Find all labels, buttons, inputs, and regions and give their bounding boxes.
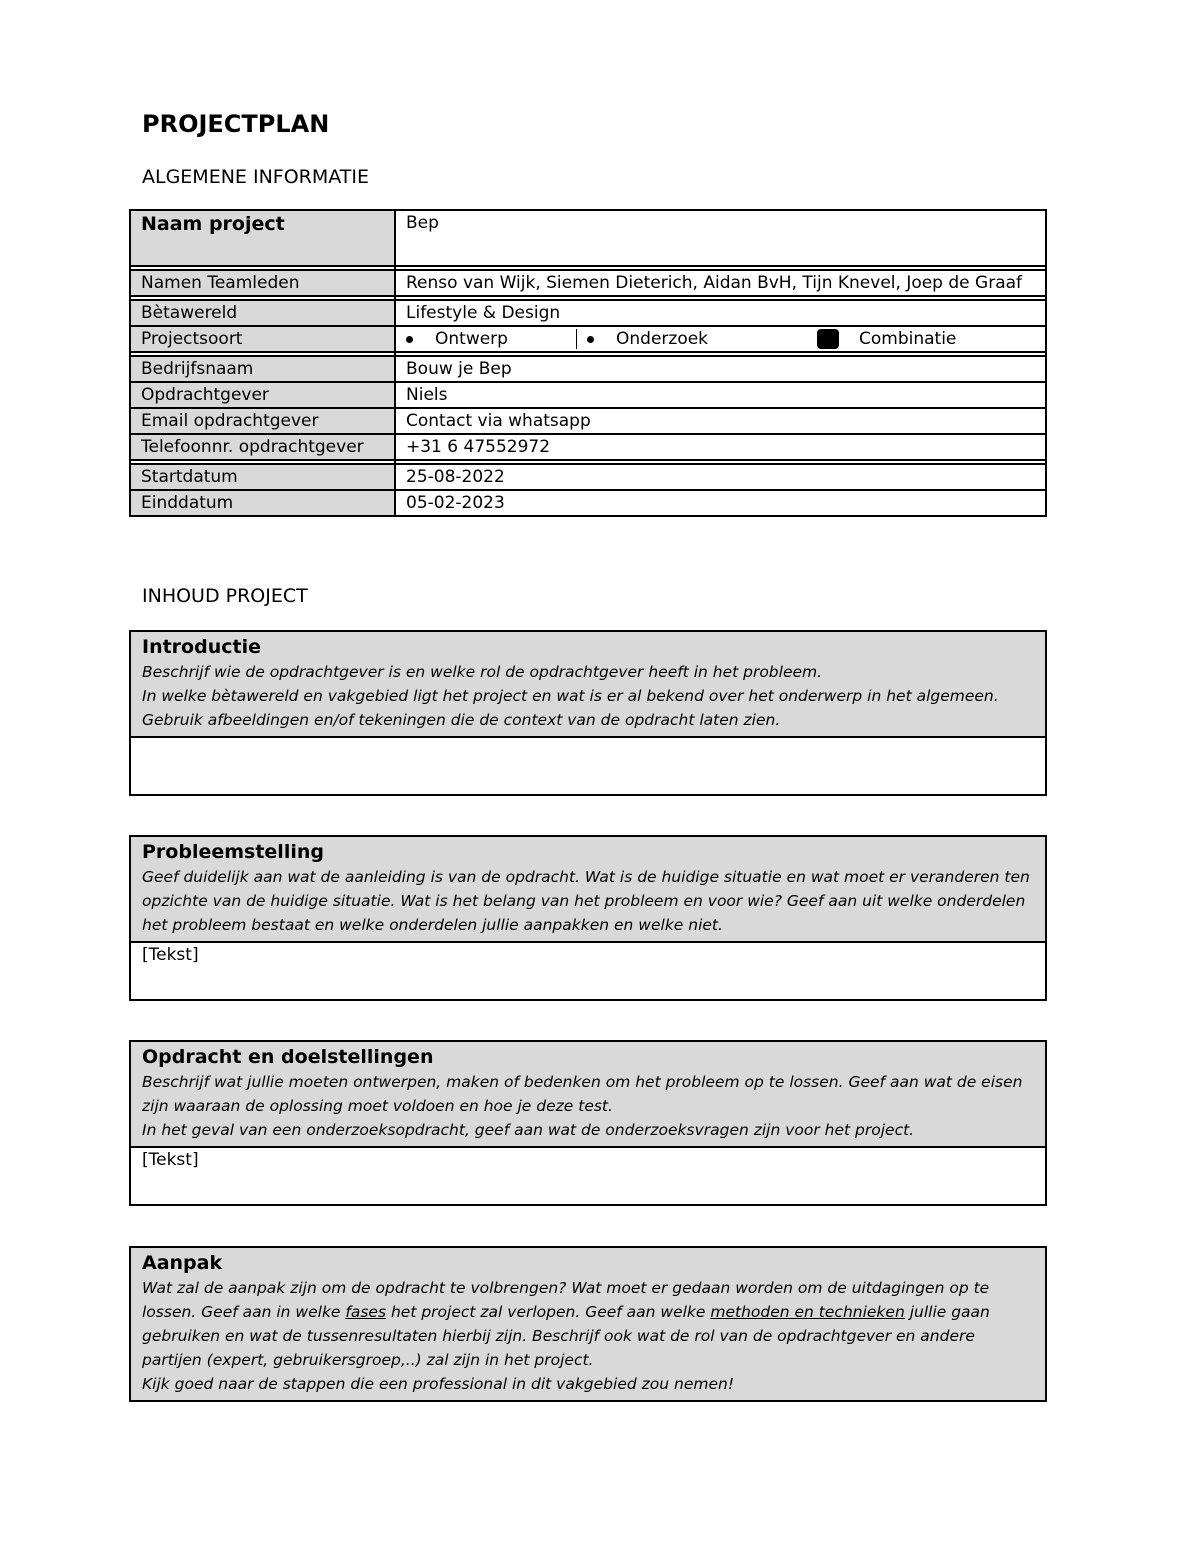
introduction-header: [131, 632, 1045, 738]
beta-label: Bètawereld: [130, 300, 395, 326]
row-phone: [130, 434, 1046, 460]
row-start-date: [130, 464, 1046, 490]
assignment-description: [142, 1070, 1034, 1142]
project-type-label: Projectsoort: [130, 326, 395, 352]
project-type-value: [395, 326, 1046, 352]
phone-label: Telefoonnr. opdrachtgever: [130, 434, 395, 460]
phone-value[interactable]: +31 6 47552972: [395, 434, 1046, 460]
introduction-title: Introductie: [142, 636, 261, 658]
checked-box-icon: [817, 329, 839, 349]
client-value[interactable]: Niels: [395, 382, 1046, 408]
email-label: Email opdrachtgever: [130, 408, 395, 434]
start-date-label: Startdatum: [130, 464, 395, 490]
row-members: [130, 270, 1046, 296]
assignment-title: Opdracht en doelstellingen: [142, 1046, 434, 1068]
row-end-date: [130, 490, 1046, 516]
company-value[interactable]: Bouw je Bep: [395, 356, 1046, 382]
project-name-value[interactable]: Bep: [395, 210, 1046, 266]
assignment-text-area[interactable]: [Tekst]: [142, 1150, 199, 1170]
row-beta: [130, 300, 1046, 326]
approach-header: [131, 1248, 1045, 1400]
approach-link-methods: methoden en technieken: [710, 1303, 905, 1321]
problem-header: [131, 837, 1045, 943]
row-project-name: [130, 210, 1046, 266]
beta-value[interactable]: Lifestyle & Design: [395, 300, 1046, 326]
type-option-design-label: Ontwerp: [435, 329, 508, 349]
row-company: [130, 356, 1046, 382]
introduction-line-2: In welke bètawereld en vakgebied ligt het project en wat is er al bekend over het onderwerp in het algemeen.: [142, 687, 999, 705]
type-option-design[interactable]: [396, 329, 577, 349]
introduction-text-area[interactable]: [131, 738, 1045, 794]
type-option-combination-label: Combinatie: [859, 329, 957, 349]
introduction-box: [129, 630, 1047, 796]
introduction-description: [142, 660, 1034, 732]
section-heading-content: INHOUD PROJECT: [142, 585, 308, 607]
approach-text-a: Wat zal de aanpak zijn om de opdracht te volbrengen? Wat moet er gedaan worden om de uitdagingen op te lossen. Geef aan in welke: [142, 1279, 990, 1321]
problem-box: [129, 835, 1047, 1001]
bullet-icon: [406, 336, 413, 343]
start-date-value[interactable]: 25-08-2022: [395, 464, 1046, 490]
project-name-label: Naam project: [130, 210, 395, 266]
page-title: PROJECTPLAN: [142, 110, 330, 138]
assignment-description-1: Beschrijf wat jullie moeten ontwerpen, maken of bedenken om het probleem op te lossen. Geef aan wat de eisen zijn waaraan de oplossing moet voldoen en hoe je deze test.: [142, 1073, 1023, 1115]
client-label: Opdrachtgever: [130, 382, 395, 408]
email-value[interactable]: Contact via whatsapp: [395, 408, 1046, 434]
row-project-type: [130, 326, 1046, 352]
introduction-line-1: Beschrijf wie de opdrachtgever is en welke rol de opdrachtgever heeft in het probleem.: [142, 663, 823, 681]
type-option-research[interactable]: [577, 329, 811, 349]
introduction-line-3: Gebruik afbeeldingen en/of tekeningen die de context van de opdracht laten zien.: [142, 711, 781, 729]
approach-text-b: het project zal verlopen. Geef aan welke: [386, 1303, 711, 1321]
end-date-value[interactable]: 05-02-2023: [395, 490, 1046, 516]
approach-last-line: Kijk goed naar de stappen die een professional in dit vakgebied zou nemen!: [142, 1375, 735, 1393]
company-label: Bedrijfsnaam: [130, 356, 395, 382]
approach-text-c: jullie gaan gebruiken en wat de tussenresultaten hierbij zijn. Beschrijf ook wat de rol van de opdrachtgever en andere partijen (expert, gebruikersgroep,..) zal zijn in het project.: [142, 1303, 990, 1369]
assignment-header: [131, 1042, 1045, 1148]
row-client: [130, 382, 1046, 408]
end-date-label: Einddatum: [130, 490, 395, 516]
bullet-icon: [587, 336, 594, 343]
general-info-table: [129, 209, 1047, 517]
section-heading-general: ALGEMENE INFORMATIE: [142, 166, 369, 188]
problem-text-area[interactable]: [Tekst]: [142, 945, 199, 965]
approach-description: [142, 1276, 1034, 1396]
problem-title: Probleemstelling: [142, 841, 324, 863]
approach-link-phases: fases: [345, 1303, 387, 1321]
assignment-description-2: In het geval van een onderzoeksopdracht, geef aan wat de onderzoeksvragen zijn voor het project.: [142, 1121, 915, 1139]
problem-description: Geef duidelijk aan wat de aanleiding is van de opdracht. Wat is de huidige situatie en wat moet er veranderen ten opzichte van de huidige situatie. Wat is het belang van het probleem en voor wie? Geef aan uit welke onderdelen het probleem bestaat en welke onderdelen jullie aanpakken en welke niet.: [142, 868, 1030, 934]
row-email: [130, 408, 1046, 434]
assignment-box: [129, 1040, 1047, 1206]
members-label: Namen Teamleden: [130, 270, 395, 296]
type-option-research-label: Onderzoek: [616, 329, 709, 349]
approach-title: Aanpak: [142, 1252, 223, 1274]
approach-box: [129, 1246, 1047, 1402]
type-option-combination[interactable]: [811, 329, 956, 349]
members-value[interactable]: Renso van Wijk, Siemen Dieterich, Aidan BvH, Tijn Knevel, Joep de Graaf: [395, 270, 1046, 296]
